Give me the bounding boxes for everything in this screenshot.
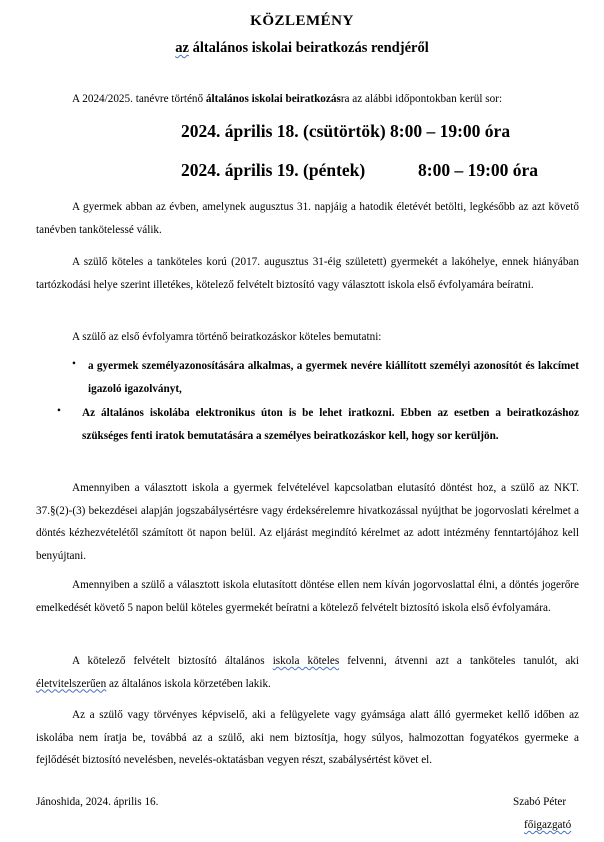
intro-text-end: ra az alábbi időpontokban kerül sor: (340, 93, 503, 105)
school-text-3: az általános iskola körzetében lakik. (106, 677, 271, 690)
paragraph-offense: Az a szülő vagy törvényes képviselő, aki a felügyelete vagy gyámsága alatt álló gyermeket kellő időben az iskolába nem íratja be, továbbá az a szülő, aki nem biztosítja, hogy súlyos, halmozottan fogyatékos gyermeke a fejlődését biztosító nevelésben, nevelés-oktatásban vegyen részt, szabálysértést követ el. (36, 709, 579, 766)
date-2-day: 2024. április 19. (péntek) (181, 160, 366, 180)
school-text-flagged-1: iskola köteles (272, 655, 340, 667)
bullet-dot-2: • (57, 405, 61, 417)
school-text-flagged-2: életvitelszerűen (36, 677, 107, 690)
document-title: KÖZLEMÉNY (250, 13, 354, 29)
date-1-time: 8:00 – 19:00 óra (390, 121, 511, 141)
subtitle-first-word: az (175, 40, 189, 56)
school-text-2: felvenni, átvenni azt a tanköteles tanulót, aki (339, 655, 579, 667)
school-text-1: A kötelező felvételt biztosító általános (72, 655, 273, 667)
signer-title: főigazgató (524, 819, 572, 831)
date-2-time: 8:00 – 19:00 óra (418, 160, 539, 180)
bullet-item-online-enrollment: Az általános iskolába elektronikus úton is be lehet iratkozni. Ebben az esetben a beiratkozáshoz szükséges fenti iratok bemutatására a személyes beiratkozáskor kell, hogy sor kerüljön. (82, 407, 579, 442)
date-line-1 (181, 121, 510, 142)
paragraph-enrollment-obligation: A szülő köteles a tanköteles korú (2017. augusztus 31-éig született) gyermekét a lakóhelye, ennek hiányában tartózkodási helye szerint illetékes, kötelező felvételt biztosító vagy választott iskola első évfolyamára beíratni. (36, 256, 579, 291)
paragraph-school-age: A gyermek abban az évben, amelynek augusztus 31. napjáig a hatodik életévét betölti, legkésőbb az azt követő tanévben tankötelessé válik. (36, 201, 579, 236)
signer-name: Szabó Péter (513, 796, 567, 808)
paragraph-no-appeal: Amennyiben a szülő a választott iskola elutasított döntése ellen nem kíván jogorvoslattal élni, a döntés jogerőre emelkedését követő 5 napon belül köteles gyermekét beíratni a kötelező felvételt biztosító iskola első évfolyamára. (36, 579, 579, 614)
date-line-2 (181, 160, 538, 181)
intro-paragraph (36, 88, 579, 111)
intro-text-start: A 2024/2025. tanévre történő (72, 93, 206, 105)
bullet-item-id-card: a gyermek személyazonosítására alkalmas, a gyermek nevére kiállított személyi azonosítót és lakcímet igazoló igazolványt, (88, 360, 579, 395)
date-1-day: 2024. április 18. (csütörtök) (181, 121, 386, 141)
paragraph-documents-intro: A szülő az első évfolyamra történő beiratkozáskor köteles bemutatni: (72, 331, 382, 343)
place-and-date: Jánoshida, 2024. április 16. (36, 796, 159, 808)
document-subtitle (0, 40, 604, 57)
paragraph-appeal: Amennyiben a választott iskola a gyermek felvételével kapcsolatban elutasító döntést hoz, a szülő az NKT. 37.§(2)-(3) bekezdései alapján jogszabálysértésre vagy érdeksérelemre hivatkozással nyújthat be jogorvoslati kérelmet a döntés kézhezvételétől számított öt napon belül. Az eljárást megindító kérelmet az adott intézmény fenntartójához kell benyújtani. (36, 482, 579, 562)
paragraph-mandatory-school (36, 650, 579, 695)
subtitle-rest: általános iskolai beiratkozás rendjéről (188, 40, 429, 56)
bullet-dot-1: • (72, 358, 76, 370)
intro-text-bold: általános iskolai beiratkozás (205, 93, 341, 105)
